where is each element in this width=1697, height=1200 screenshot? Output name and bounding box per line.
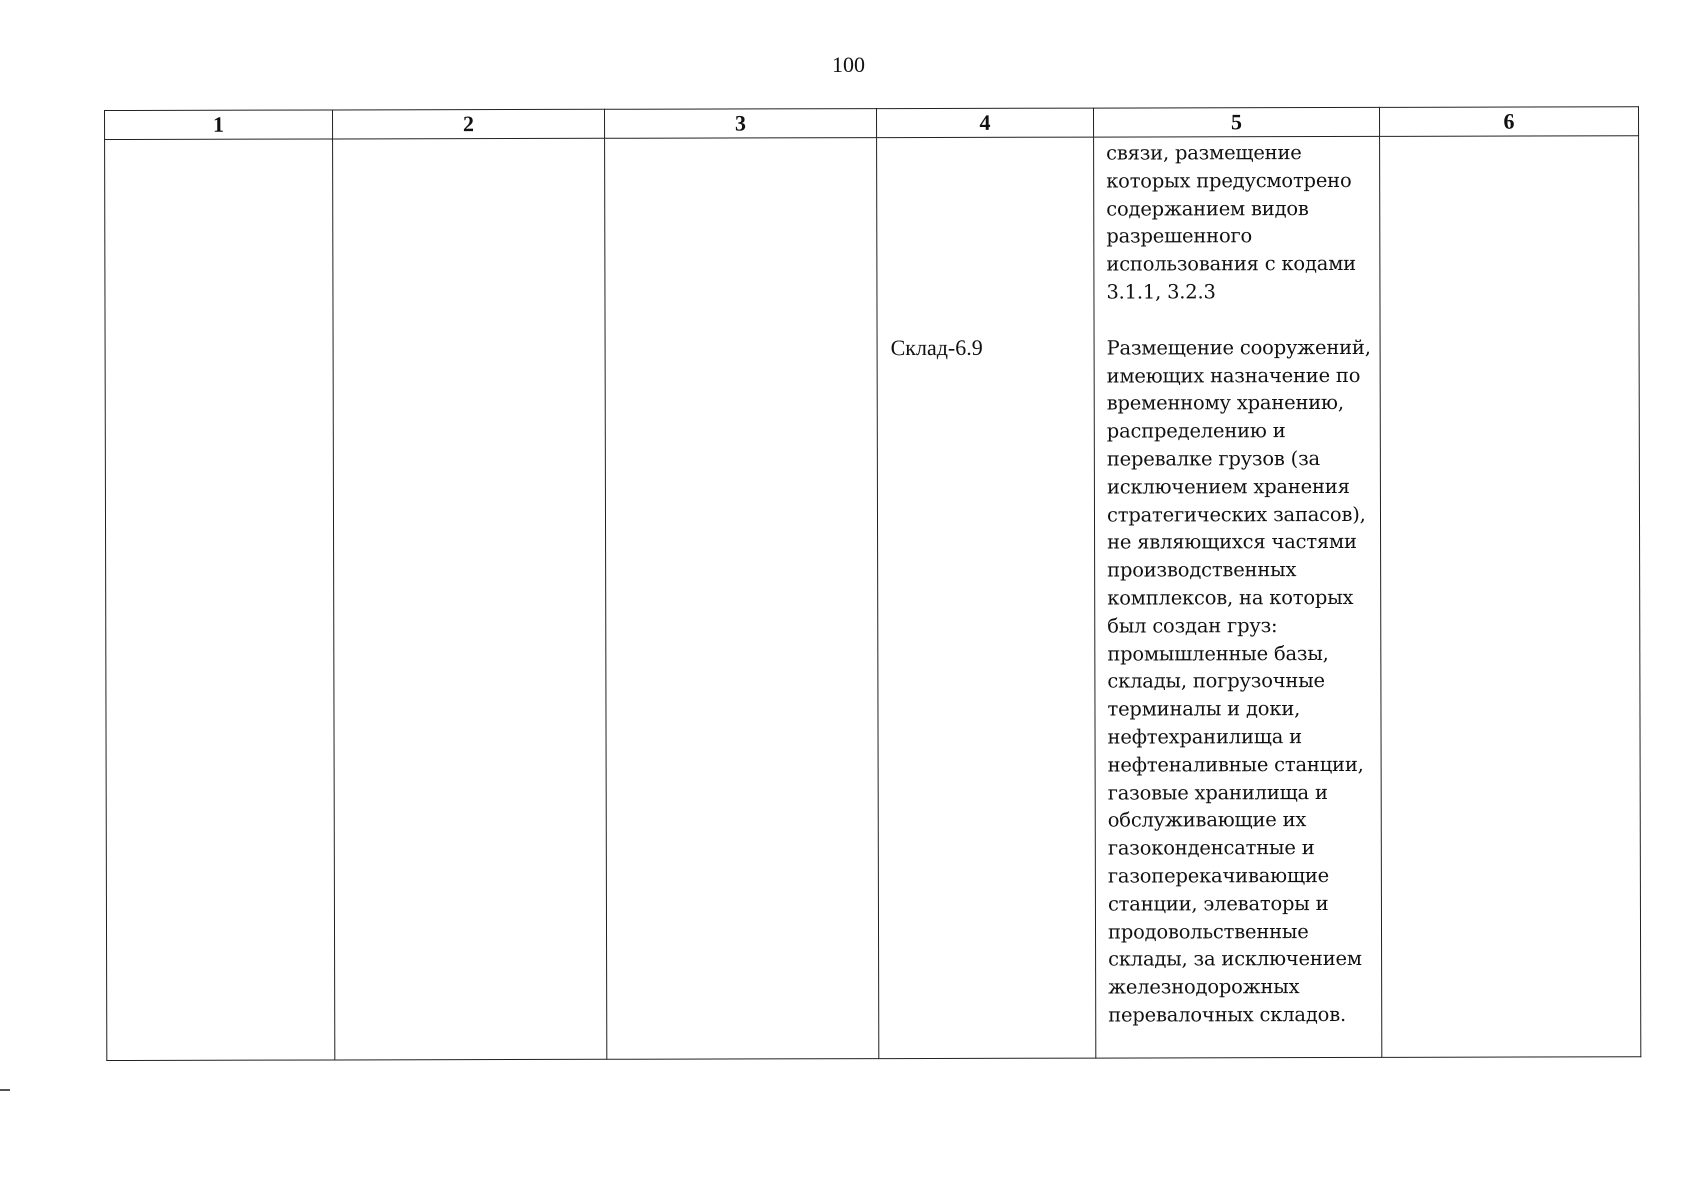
- cell-col6: [1380, 136, 1641, 1058]
- scan-edge-mark: [0, 1089, 10, 1091]
- column-header-4: 4: [876, 108, 1093, 138]
- column-header-2: 2: [333, 109, 605, 139]
- table-header-row: [105, 107, 1639, 140]
- column-header-5: 5: [1093, 107, 1379, 137]
- warehouse-description: Размещение сооружений, имеющих назначение по временному хранению, распределению и перевалке грузов (за исключением хранения стратегических запасов), не являющихся частями производственных комплексов, на которых был создан груз: промышленные базы, склады, погрузочные терминалы и доки, нефтехранилища и нефтеналивные станции, газовые хранилища и обслуживающие их газоконденсатные и газоперекачивающие станции, элеваторы и продовольственные склады, за исключением железнодорожных перевалочных складов.: [1106, 335, 1371, 1027]
- land-use-type-name: Склад-6.9: [890, 334, 983, 361]
- page-number: 100: [832, 52, 865, 77]
- land-use-table: [104, 106, 1641, 1061]
- table-row: [105, 136, 1641, 1061]
- column-header-1: 1: [105, 110, 333, 140]
- cell-col1: [105, 139, 335, 1061]
- cell-col5: [1094, 136, 1382, 1058]
- cell-col4: [877, 137, 1096, 1059]
- cell-col2: [333, 138, 607, 1060]
- column-header-3: 3: [604, 109, 876, 139]
- description-continuation: связи, размещение которых предусмотрено содержанием видов разрешенного использования с кодами 3.1.1, 3.2.3: [1106, 141, 1356, 304]
- column-header-6: 6: [1379, 107, 1638, 137]
- cell-col3: [605, 138, 879, 1060]
- land-use-description: [1094, 137, 1381, 1029]
